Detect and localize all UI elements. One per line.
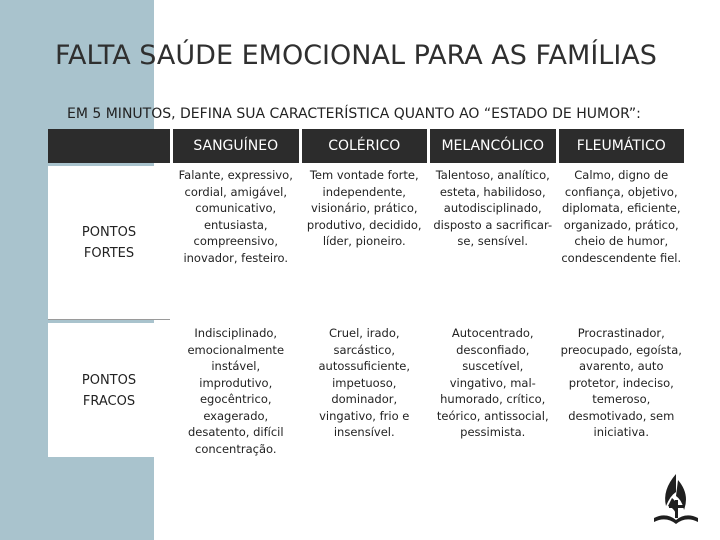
row-label-fortes bbox=[48, 166, 170, 320]
row-label-line2: FORTES bbox=[83, 246, 135, 261]
header-colerico: COLÉRICO bbox=[302, 129, 428, 163]
cell-fracos-fleumatico: Procrastinador, preocupado, egoísta, avarento, auto protetor, indeciso, temeroso, desmotivado, sem iniciativa. bbox=[559, 323, 685, 457]
slide-title: FALTA SAÚDE EMOCIONAL PARA AS FAMÍLIAS bbox=[55, 40, 657, 71]
cell-fracos-melancolico: Autocentrado, desconfiado, suscetível, vingativo, mal-humorado, crítico, teórico, antissocial, pessimista. bbox=[430, 323, 556, 457]
table-row-pontos-fracos bbox=[48, 323, 684, 457]
cell-fracos-sanguineo: Indisciplinado, emocionalmente instável, improdutivo, egocêntrico, exagerado, desatento, difícil concentração. bbox=[173, 323, 299, 457]
cell-fortes-colerico: Tem vontade forte, independente, visionário, prático, produtivo, decidido, líder, pioneiro. bbox=[302, 166, 428, 320]
header-corner-cell bbox=[48, 129, 170, 163]
row-label-line2: FRACOS bbox=[82, 394, 136, 409]
cell-fortes-fleumatico: Calmo, digno de confiança, objetivo, diplomata, eficiente, organizado, prático, cheio de humor, condescendente fiel. bbox=[559, 166, 685, 320]
row-label-line1: PONTOS bbox=[81, 373, 137, 388]
cell-fortes-sanguineo: Falante, expressivo, cordial, amigável, comunicativo, entusiasta, compreensivo, inovador, festeiro. bbox=[173, 166, 299, 320]
header-fleumatico: FLEUMÁTICO bbox=[559, 129, 685, 163]
adventist-flame-logo-icon bbox=[650, 470, 702, 530]
cell-fracos-colerico: Cruel, irado, sarcástico, autossuficiente, impetuoso, dominador, vingativo, frio e insensível. bbox=[302, 323, 428, 457]
cell-fortes-melancolico: Talentoso, analítico, esteta, habilidoso, autodisciplinado, disposto a sacrificar-se, sensível. bbox=[430, 166, 556, 320]
header-melancolico: MELANCÓLICO bbox=[430, 129, 556, 163]
row-label-line1: PONTOS bbox=[81, 225, 137, 240]
header-sanguineo: SANGUÍNEO bbox=[173, 129, 299, 163]
table-row-pontos-fortes bbox=[48, 166, 684, 320]
temperament-table bbox=[45, 126, 687, 460]
row-label-fracos bbox=[48, 323, 170, 457]
slide-subtitle: EM 5 MINUTOS, DEFINA SUA CARACTERÍSTICA QUANTO AO “ESTADO DE HUMOR”: bbox=[67, 106, 641, 122]
table-header-row bbox=[48, 129, 684, 163]
